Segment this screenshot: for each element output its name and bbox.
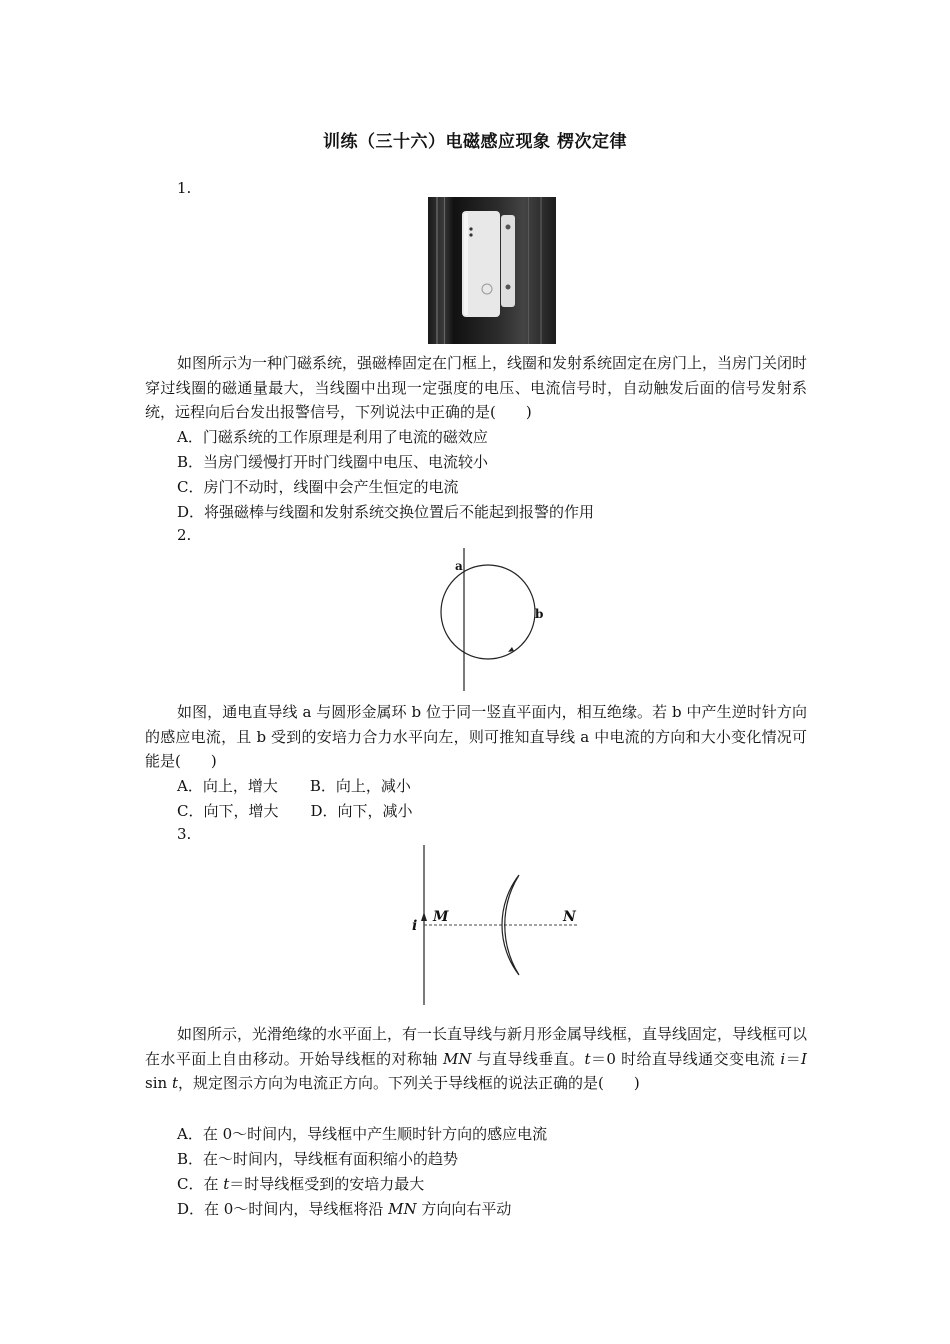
question-3-number: 3.	[177, 825, 192, 843]
var-t-2: t	[171, 1074, 178, 1092]
question-1-option-b: B．当房门缓慢打开时门线圈中电压、电流较小	[177, 453, 489, 471]
question-2-option-b: B．向上，减小	[309, 777, 411, 795]
label-a: a	[455, 559, 463, 573]
question-3-option-d: D．在 0～时间内，导线框将沿 MN 方向向右平动	[177, 1200, 512, 1218]
question-3-option-b: B．在～时间内，导线框有面积缩小的趋势	[177, 1150, 459, 1168]
question-3-stem: 如图所示，光滑绝缘的水平面上，有一长直导线与新月形金属导线框，直导线固定，导线框可以在水平面上自由移动。开始导线框的对称轴 MN 与直导线垂直。t＝0 时给直导线通交变电流 i＝I sin t，规定图示方向为电流正方向。下列关于导线框的说法正确的是( )	[145, 1025, 808, 1092]
question-1-option-c: C．房门不动时，线圈中会产生恒定的电流	[177, 478, 459, 496]
label-n: N	[563, 909, 576, 925]
door-magnet-photo	[428, 197, 556, 344]
label-m: M	[433, 909, 449, 925]
question-2-number: 2.	[177, 526, 192, 544]
page-title: 训练（三十六）电磁感应现象 楞次定律	[323, 132, 627, 152]
question-1-option-a: A．门磁系统的工作原理是利用了电流的磁效应	[177, 428, 488, 446]
wire-and-ring-diagram	[430, 548, 550, 693]
var-cap-i: I	[801, 1049, 807, 1068]
label-i: i	[412, 918, 418, 934]
label-b: b	[535, 607, 544, 621]
current-arrow-icon	[421, 912, 427, 921]
var-i: i	[780, 1049, 786, 1068]
question-2-option-d: D．向下，减小	[310, 802, 413, 820]
question-2-option-c: C．向下，增大	[177, 802, 279, 820]
var-t: t	[584, 1049, 591, 1068]
question-3-option-a: A．在 0～时间内，导线框中产生顺时针方向的感应电流	[177, 1125, 548, 1143]
wire-and-crescent-diagram	[405, 845, 585, 1007]
question-1-stem: 如图所示为一种门磁系统，强磁棒固定在门框上，线圈和发射系统固定在房门上，当房门关闭时穿过线圈的磁通量最大，当线圈中出现一定强度的电压、电流信号时，自动触发后面的信号发射系统，远程向后台发出报警信号，下列说法中正确的是( )	[145, 354, 808, 421]
question-1-option-d: D．将强磁棒与线圈和发射系统交换位置后不能起到报警的作用	[177, 503, 595, 521]
question-2-options-row-1	[177, 775, 411, 796]
metal-ring-b	[441, 565, 535, 659]
question-2-option-a: A．向上，增大	[177, 777, 278, 795]
question-2-options-row-2	[177, 800, 413, 821]
question-1-number: 1.	[177, 179, 192, 197]
question-3-option-c: C．在 t＝时导线框受到的安培力最大	[177, 1175, 425, 1193]
question-2-stem: 如图，通电直导线 a 与圆形金属环 b 位于同一竖直平面内，相互绝缘。若 b 中产生逆时针方向的感应电流，且 b 受到的安培力合力水平向左，则可推知直导线 a 中电流的方向和大小变化情况可能是( )	[145, 703, 807, 770]
var-mn: MN	[442, 1049, 472, 1068]
